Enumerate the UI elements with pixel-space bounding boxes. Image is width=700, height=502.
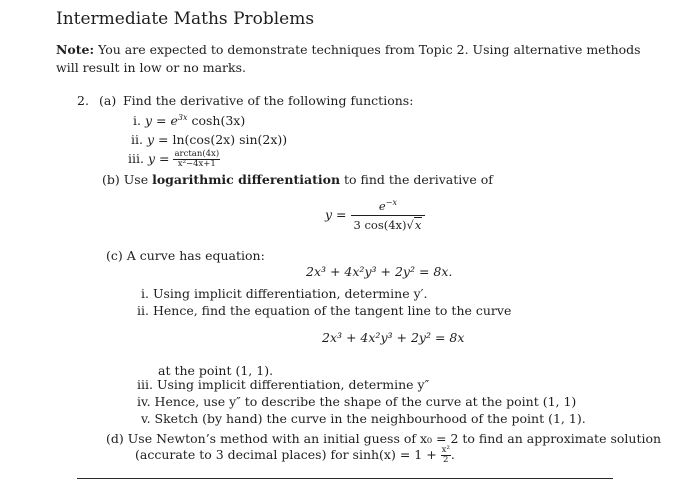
item-eq: = [159, 151, 170, 166]
equation-eq: = [336, 207, 347, 222]
item-text: Sketch (by hand) the curve in the neighbourhood of the point (1, 1). [154, 411, 586, 426]
page-title: Intermediate Maths Problems [56, 9, 315, 29]
item-number: iv. [137, 394, 151, 409]
item-fraction [173, 150, 220, 169]
item-number: iii. [128, 151, 144, 166]
fraction-numerator: e [378, 199, 386, 213]
part-a-text: Find the derivative of the following functions: [123, 93, 414, 108]
fraction-denominator: x²−4x+1 [177, 159, 216, 169]
part-c [106, 248, 265, 263]
item-number: i. [141, 286, 149, 301]
item-text: Hence, use y″ to describe the shape of the curve at the point (1, 1) [154, 394, 577, 409]
fraction-denominator: 2 [443, 455, 449, 465]
part-d-line-1 [106, 431, 661, 446]
numerator-exponent: −x [385, 198, 397, 208]
part-d-text: Use Newton’s method with an initial guess of x₀ = 2 to find an approximate solution [127, 431, 662, 446]
item-number: iii. [137, 377, 153, 392]
item-number: ii. [137, 303, 149, 318]
equation-fraction: $\frac{e^{-x}}{3 \cos(4x)√x}$ [351, 199, 426, 232]
part-a-item-3 [128, 150, 220, 169]
part-c-item-3 [137, 377, 429, 392]
note-label: Note: [56, 42, 95, 57]
part-b-text-pre: Use [123, 172, 153, 187]
bottom-divider [77, 478, 613, 479]
part-a-label: (a) [99, 93, 117, 108]
part-b-text-post: to find the derivative of [340, 172, 493, 187]
item-expr: e [170, 113, 178, 128]
item-exponent: 3x [177, 112, 188, 122]
item-lhs: y [144, 113, 153, 128]
item-number: ii. [131, 132, 143, 147]
part-d-text-post: . [450, 447, 455, 462]
question-2-number: 2. [77, 93, 89, 108]
part-b [102, 172, 493, 187]
equation-lhs: y [325, 207, 333, 222]
part-c-equation: 2x³ + 4x²y³ + 2y² = 8x. [306, 264, 453, 279]
item-eq: = [158, 132, 169, 147]
item-text: Hence, find the equation of the tangent line to the curve [152, 303, 512, 318]
note-paragraph [56, 41, 656, 77]
part-c-item-5 [141, 411, 586, 426]
item-number: i. [133, 113, 141, 128]
fraction-denominator: 3 cos(4x) [353, 218, 407, 232]
denominator-root: x [414, 218, 422, 232]
part-d-label: (d) [106, 431, 124, 446]
part-a-item-2 [131, 132, 287, 147]
part-c-label: (c) [106, 248, 123, 263]
part-d-line-2 [135, 446, 455, 465]
item-lhs: y [146, 132, 155, 147]
item-expr: ln(cos(2x) sin(2x)) [172, 132, 288, 147]
fraction-numerator: x² [441, 445, 450, 455]
part-b-text-bold: logarithmic differentiation [152, 172, 341, 187]
part-b-label: (b) [102, 172, 120, 187]
part-c-equation-2: 2x³ + 4x²y³ + 2y² = 8x [322, 330, 465, 345]
item-expr-rest: cosh(3x) [187, 113, 246, 128]
fraction-numerator: arctan(4x) [174, 149, 220, 159]
part-d-fraction [441, 446, 451, 465]
part-c-text: A curve has equation: [126, 248, 265, 263]
part-a-item-1 [133, 113, 245, 128]
item-lhs: y [147, 151, 156, 166]
item-number: v. [141, 411, 151, 426]
part-b-equation [325, 199, 425, 232]
part-c-item-4 [137, 394, 576, 409]
item-text: Using implicit differentiation, determine y″ [156, 377, 430, 392]
item-eq: = [156, 113, 167, 128]
note-text: You are expected to demonstrate techniques from Topic 2. Using alternative methods will result in low or no marks. [56, 42, 641, 75]
part-c-item-2 [137, 303, 511, 318]
part-c-item-1 [141, 286, 427, 301]
item-text: Using implicit differentiation, determine y′. [152, 286, 428, 301]
part-c-at-point: at the point (1, 1). [158, 363, 274, 378]
part-d-text-pre: (accurate to 3 decimal places) for sinh(x) = 1 + [135, 447, 441, 462]
